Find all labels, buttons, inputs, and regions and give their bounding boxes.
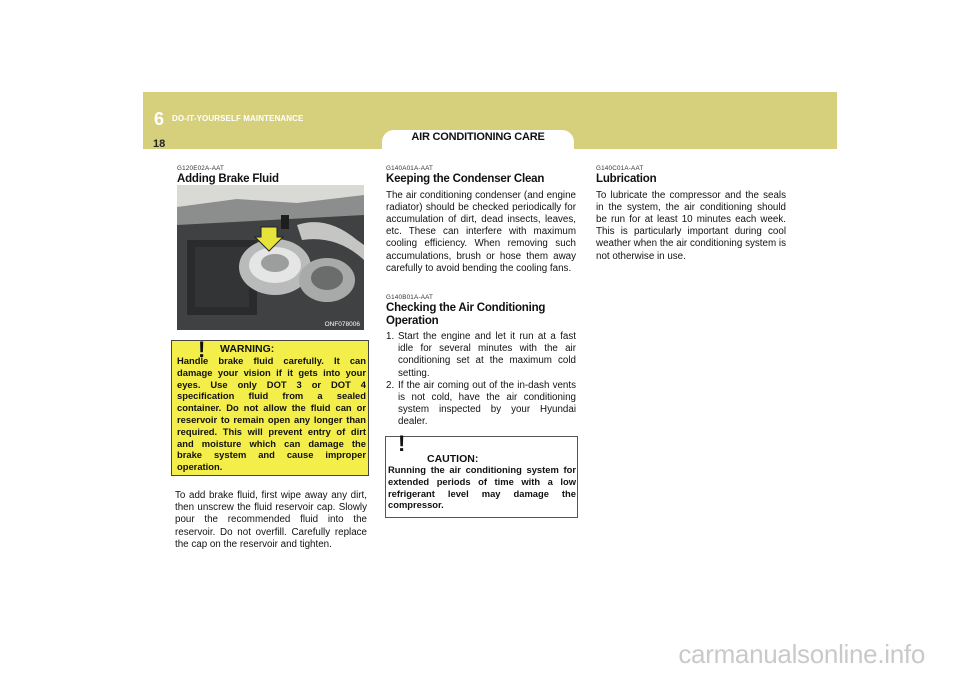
section-code: G140C01A-AAT [596,165,644,172]
steps-list [386,331,576,429]
section-heading: Keeping the Condenser Clean [386,173,545,185]
caution-title: CAUTION: [427,453,479,465]
exclamation-icon: ! [398,431,406,456]
engine-bay-illustration [177,185,364,330]
list-item [386,331,576,380]
brake-fluid-section [177,165,367,186]
brake-fluid-instructions: To add brake fluid, first wipe away any dirt, then unscrew the fluid reservoir cap. Slowly pour the recommended fluid into the reservoir. Do not overfill. Carefully replace the cap on the reservoir and tighten. [175,490,367,550]
step-number: 2. [386,379,395,391]
step-text: If the air coming out of the in-dash vents is not cold, have the air conditioning system inspected by your Hyundai dealer. [398,379,576,428]
step-text: Start the engine and let it run at a fast idle for several minutes with the air conditioning set at the maximum cold setting. [398,331,576,379]
ac-operation-section [386,294,576,429]
warning-title: WARNING: [220,343,275,355]
caution-box [385,431,578,518]
section-heading: Checking the Air Conditioning Operation [386,302,546,327]
section-heading: Lubrication [596,173,657,185]
page-number: 18 [153,138,166,150]
section-code: G140A01A-AAT [386,165,434,172]
watermark: carmanualsonline.info [678,639,925,669]
caution-text: Running the air conditioning system for extended periods of time with a low refrigerant level may damage the compressor. [388,464,576,511]
chapter-number: 6 [154,109,165,129]
exclamation-icon: ! [198,337,206,362]
section-code: G120E02A-AAT [177,165,225,172]
lubrication-section [596,165,786,263]
photo-label: ONF078006 [324,321,360,328]
warning-text: Handle brake fluid carefully. It can damage your vision if it gets into your eyes. Use only DOT 3 or DOT 4 specification fluid from a sealed container. Do not allow the fluid can or reservoir to remain open any longer than required. This will prevent entry of dirt and moisture which can damage the brake system and cause improper operation. [177,355,366,473]
chapter-title: DO-IT-YOURSELF MAINTENANCE [172,114,304,123]
section-heading: Adding Brake Fluid [177,173,279,185]
section-title: AIR CONDITIONING CARE [411,131,545,143]
section-code: G140B01A-AAT [386,294,434,301]
condenser-section [386,165,576,275]
section-body: To lubricate the compressor and the seals in the system, the air conditioning should be run for at least 10 minutes each week. This is particularly important during cool weather when the air conditioning system is not otherwise in use. [596,189,786,262]
warning-box [171,337,369,476]
step-number: 1. [386,331,395,342]
brake-reservoir-photo [177,185,364,330]
section-body: The air conditioning condenser (and engine radiator) should be checked periodically for accumulation of dirt, dead insects, leaves, etc. These can interfere with maximum cooling efficiency. When removing such accumulations, brush or hose them away carefully to avoid bending the cooling fans. [386,189,576,274]
list-item [386,380,576,429]
